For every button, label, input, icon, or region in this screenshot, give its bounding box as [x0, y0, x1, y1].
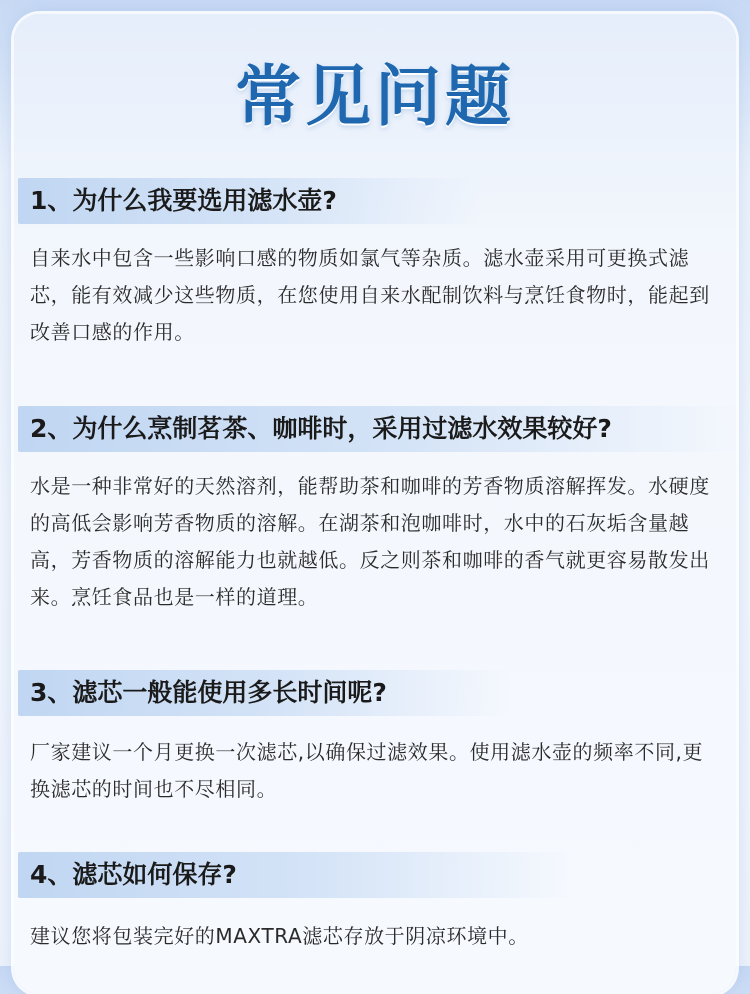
faq-answer-1: 自来水中包含一些影响口感的物质如氯气等杂质。滤水壶采用可更换式滤芯，能有效减少这些物质，在您使用自来水配制饮料与烹饪食物时，能起到改善口感的作用。: [30, 246, 710, 344]
faq-answer-4: 建议您将包装完好的MAXTRA滤芯存放于阴凉环境中。: [30, 924, 529, 948]
faq-question-2: 2、为什么烹制茗茶、咖啡时，采用过滤水效果较好?: [18, 406, 742, 452]
faq-answer-3: 厂家建议一个月更换一次滤芯,以确保过滤效果。使用滤水壶的频率不同,更换滤芯的时间也不尽相同。: [30, 740, 704, 801]
faq-question-3: 3、滤芯一般能使用多长时间呢?: [18, 670, 510, 716]
faq-question-4: 4、滤芯如何保存?: [18, 852, 570, 898]
page-title: 常见问题: [235, 58, 515, 135]
faq-answer-2: 水是一种非常好的天然溶剂，能帮助茶和咖啡的芳香物质溶解挥发。水硬度的高低会影响芳香物质的溶解。在湖茶和泡咖啡时，水中的石灰垢含量越高，芳香物质的溶解能力也就越低。反之则茶和咖啡的香气就更容易散发出来。烹饪食品也是一样的道理。: [30, 474, 710, 609]
faq-question-1: 1、为什么我要选用滤水壶?: [18, 178, 480, 224]
